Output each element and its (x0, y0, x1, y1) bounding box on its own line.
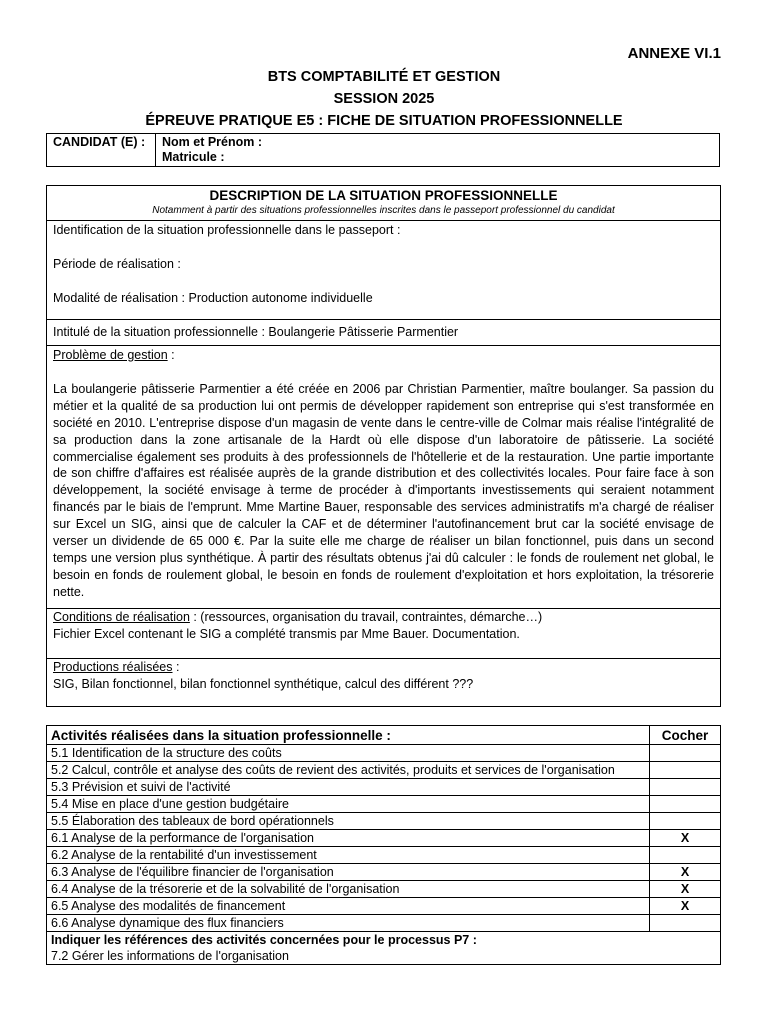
p7-value: 7.2 Gérer les informations de l'organisation (47, 948, 721, 965)
table-row (47, 779, 721, 796)
annex-label: ANNEXE VI.1 (627, 45, 721, 62)
activity-label: 5.2 Calcul, contrôle et analyse des coûts de revient des activités, produits et services de l'organisation (47, 762, 650, 779)
header-line-1: BTS COMPTABILITÉ ET GESTION (267, 69, 501, 85)
activity-check-cell[interactable] (650, 796, 721, 813)
table-row (47, 864, 721, 881)
description-title: DESCRIPTION DE LA SITUATION PROFESSIONNELLE (209, 188, 558, 203)
activity-label: 5.5 Élaboration des tableaux de bord opérationnels (47, 813, 650, 830)
activity-check-cell[interactable] (650, 915, 721, 932)
activity-label: 6.4 Analyse de la trésorerie et de la solvabilité de l'organisation (47, 881, 650, 898)
conditions-text: Fichier Excel contenant le SIG a complété transmis par Mme Bauer. Documentation. (53, 627, 520, 641)
description-box (46, 185, 721, 707)
productions-text: SIG, Bilan fonctionnel, bilan fonctionnel synthétique, calcul des différent ??? (53, 677, 474, 691)
activity-check-cell[interactable] (650, 745, 721, 762)
identification-label: Identification de la situation professionnelle dans le passeport : (53, 223, 401, 237)
probleme-section (47, 346, 720, 609)
activity-label: 5.3 Prévision et suivi de l'activité (47, 779, 650, 796)
check-header: Cocher (650, 726, 721, 745)
periode-label: Période de réalisation : (53, 257, 181, 271)
table-row (47, 796, 721, 813)
conditions-rest: : (ressources, organisation du travail, contraintes, démarche…) (189, 610, 543, 624)
activity-check-cell[interactable]: X (650, 830, 721, 847)
identification-section (47, 221, 720, 320)
modalite-label: Modalité de réalisation : Production autonome individuelle (53, 291, 373, 305)
productions-section (47, 659, 720, 693)
name-field[interactable]: Nom et Prénom : (162, 135, 263, 149)
activity-check-cell[interactable]: X (650, 864, 721, 881)
table-row (47, 915, 721, 932)
activities-header: Activités réalisées dans la situation professionnelle : (47, 726, 650, 745)
activity-label: 6.2 Analyse de la rentabilité d'un investissement (47, 847, 650, 864)
p7-value-row (47, 948, 721, 965)
table-row (47, 830, 721, 847)
table-row (47, 881, 721, 898)
description-subtitle: Notamment à partir des situations professionnelles inscrites dans le passeport professionnel du candidat (152, 205, 615, 216)
activity-label: 5.1 Identification de la structure des coûts (47, 745, 650, 762)
activity-check-cell[interactable] (650, 762, 721, 779)
candidate-label: CANDIDAT (E) : (47, 134, 156, 166)
conditions-label: Conditions de réalisation (53, 610, 190, 624)
activity-label: 6.3 Analyse de l'équilibre financier de l'organisation (47, 864, 650, 881)
header-line-2: SESSION 2025 (333, 91, 435, 107)
probleme-text: La boulangerie pâtisserie Parmentier a été créée en 2006 par Christian Parmentier, maître boulanger. Sa passion du métier et la qualité de sa production lui ont permis de développer rapidement son entreprise qui s'est transformée en société en 2010. L'entreprise dispose d'un magasin de vente dans le centre-ville de Colmar mais réalise l'intégralité de sa production dans la zone artisanale de la Hardt où elle dispose d'un laboratoire de pâtisserie. La société commercialise également ses produits à des professionnels de l'hôtellerie et de la restauration. Une partie importante de son chiffre d'affaires est réalisée auprès de la grande distribution et des collectivités locales. Pour faire face à son développement, la société envisage à terme de procéder à d'importants investissements qui seraient notamment financés par le biais de l'emprunt. Mme Martine Bauer, responsable des services administratifs m'a chargé de réaliser sur Excel un SIG, ainsi que de calculer la CAF et de déterminer l'autofinancement brut car la société envisage de verser un dividende de 65 000 €. Par la suite elle me charge de réaliser un bilan fonctionnel, puis dans un second temps une version plus synthétique. À partir des résultats obtenus j'ai dû calculer : le fonds de roulement net global, le besoin en fonds de roulement global, le besoin en fonds de roulement d'exploitation et hors exploitation, la trésorerie nette. (53, 381, 714, 599)
activity-check-cell[interactable] (650, 847, 721, 864)
activities-table (46, 725, 721, 965)
p7-label: Indiquer les références des activités concernées pour le processus P7 : (47, 932, 721, 949)
probleme-sep: : (167, 348, 175, 362)
table-row (47, 898, 721, 915)
p7-label-row (47, 932, 721, 949)
activity-check-cell[interactable] (650, 813, 721, 830)
activities-header-row (47, 726, 721, 745)
table-row (47, 762, 721, 779)
intitule-section: Intitulé de la situation professionnelle : Boulangerie Pâtisserie Parmentier (47, 320, 720, 346)
matricule-field[interactable]: Matricule : (162, 150, 225, 164)
candidate-box (46, 133, 720, 167)
activity-label: 5.4 Mise en place d'une gestion budgétaire (47, 796, 650, 813)
probleme-label: Problème de gestion (53, 348, 168, 362)
activity-label: 6.1 Analyse de la performance de l'organisation (47, 830, 650, 847)
table-row (47, 847, 721, 864)
activity-label: 6.5 Analyse des modalités de financement (47, 898, 650, 915)
activity-check-cell[interactable] (650, 779, 721, 796)
conditions-section (47, 609, 720, 659)
document-header (0, 66, 768, 132)
candidate-fields (156, 134, 268, 166)
table-row (47, 745, 721, 762)
activity-check-cell[interactable]: X (650, 898, 721, 915)
description-title-section (47, 187, 720, 221)
activity-check-cell[interactable]: X (650, 881, 721, 898)
activity-label: 6.6 Analyse dynamique des flux financiers (47, 915, 650, 932)
table-row (47, 813, 721, 830)
productions-sep: : (172, 660, 180, 674)
productions-label: Productions réalisées (53, 660, 173, 674)
header-line-3: ÉPREUVE PRATIQUE E5 : FICHE DE SITUATION PROFESSIONNELLE (145, 113, 623, 129)
